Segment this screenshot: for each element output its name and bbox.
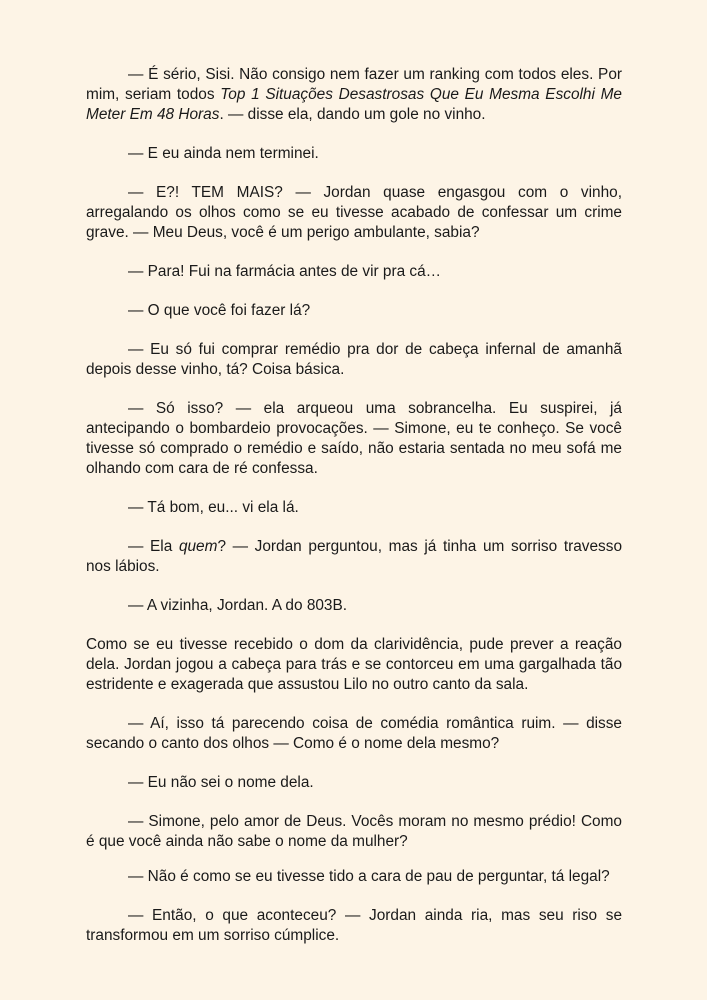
paragraph: Como se eu tivesse recebido o dom da clarividência, pude prever a reação dela. Jordan jogou a cabeça para trás e se contorceu em uma gargalhada tão estridente e exagerada que assustou Lilo no outro canto da sala.	[86, 636, 622, 693]
document-page	[86, 65, 622, 946]
paragraph: — Eu não sei o nome dela.	[128, 774, 314, 791]
paragraph: — Aí, isso tá parecendo coisa de comédia romântica ruim. — disse secando o canto dos olhos — Como é o nome dela mesmo?	[86, 715, 622, 752]
paragraph: — Tá bom, eu... vi ela lá.	[128, 499, 299, 516]
paragraph: — É sério, Sisi. Não consigo nem fazer um ranking com todos eles. Por mim, seriam todos Top 1 Situações Desastrosas Que Eu Mesma Escolhi Me Meter Em 48 Horas. — disse ela, dando um gole no vinho.	[86, 66, 622, 123]
paragraph: — Só isso? — ela arqueou uma sobrancelha. Eu suspirei, já antecipando o bombardeio provocações. — Simone, eu te conheço. Se você tivesse só comprado o remédio e saído, não estaria sentada no meu sofá me olhando com cara de ré confessa.	[86, 400, 622, 477]
paragraph: — A vizinha, Jordan. A do 803B.	[128, 597, 348, 614]
paragraph: — Para! Fui na farmácia antes de vir pra cá…	[128, 263, 442, 280]
italic-word: quem	[178, 538, 218, 555]
paragraph: — E?! TEM MAIS? — Jordan quase engasgou com o vinho, arregalando os olhos como se eu tivesse acabado de confessar um crime grave. — Meu Deus, você é um perigo ambulante, sabia?	[86, 184, 622, 241]
paragraph: — Ela quem? — Jordan perguntou, mas já tinha um sorriso travesso nos lábios.	[86, 538, 623, 575]
paragraph: — Não é como se eu tivesse tido a cara de pau de perguntar, tá legal?	[128, 868, 610, 885]
paragraph: — Então, o que aconteceu? — Jordan ainda ria, mas seu riso se transformou em um sorriso cúmplice.	[86, 907, 622, 944]
paragraph: — O que você foi fazer lá?	[128, 302, 311, 319]
paragraph: — Eu só fui comprar remédio pra dor de cabeça infernal de amanhã depois desse vinho, tá? Coisa básica.	[86, 341, 622, 378]
paragraph: — Simone, pelo amor de Deus. Vocês moram no mesmo prédio! Como é que você ainda não sabe o nome da mulher?	[86, 813, 622, 850]
paragraph: — E eu ainda nem terminei.	[128, 145, 319, 162]
italic-title: Top 1 Situações Desastrosas Que Eu Mesma Escolhi Me Meter Em 48 Horas	[86, 86, 622, 123]
